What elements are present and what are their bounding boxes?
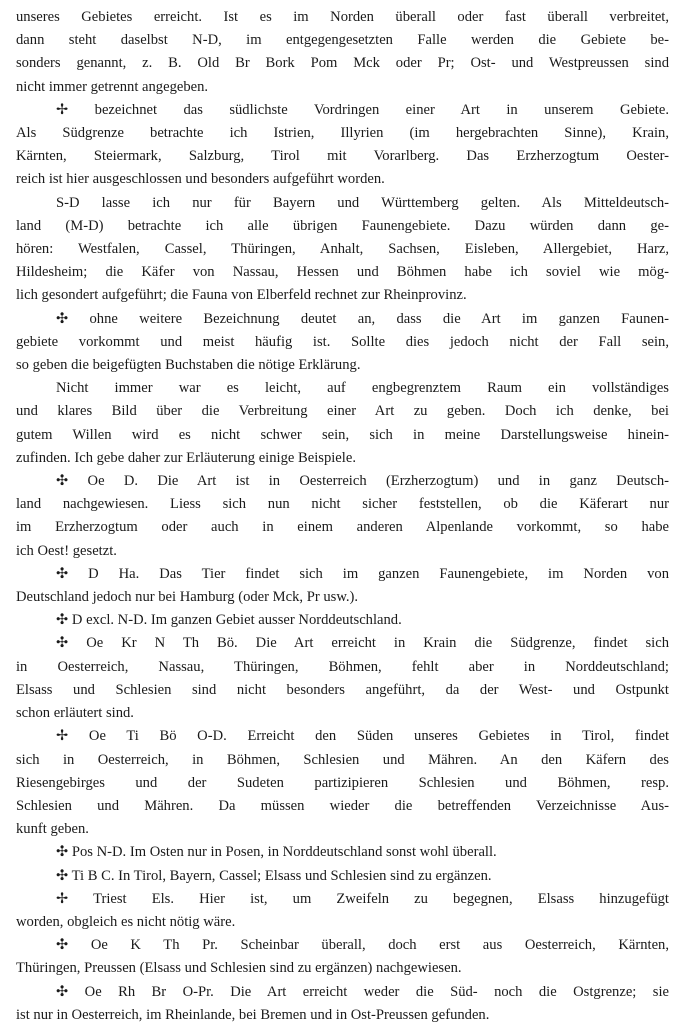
text-line: schon erläutert sind. <box>16 705 134 722</box>
paragraph <box>16 981 669 1027</box>
text-line: ✣ Oe Kr N Th Bö. Die Art erreicht in Krain die Südgrenze, findet sich <box>56 635 669 652</box>
paragraph <box>16 6 669 99</box>
text-line: ✣ D Ha. Das Tier findet sich im ganzen Faunengebiete, im Norden von <box>56 565 669 582</box>
text-line: worden, obgleich es nicht nötig wäre. <box>16 913 236 930</box>
text-line: ✣ Pos N-D. Im Osten nur in Posen, in Norddeutschland sonst wohl überall. <box>56 844 497 861</box>
text-line: Thüringen, Preussen (Elsass und Schlesien sind zu ergänzen) nachgewiesen. <box>16 960 462 977</box>
paragraph <box>16 192 669 308</box>
paragraph <box>16 609 669 632</box>
text-line: zufinden. Ich gebe daher zur Erläuterung einige Beispiele. <box>16 449 356 466</box>
paragraph <box>16 632 669 725</box>
text-line: ✣ Oe Rh Br O-Pr. Die Art erreicht weder die Süd- noch die Ostgrenze; sie <box>56 983 669 1000</box>
text-line: gutem Willen wird es nicht schwer sein, sich in meine Darstellungsweise hinein- <box>16 426 669 443</box>
paragraph <box>16 308 669 378</box>
text-line: gebiete vorkommt und meist häufig ist. Sollte dies jedoch nicht der Fall sein, <box>16 333 669 350</box>
text-line: dann steht daselbst N-D, im entgegengesetzten Falle werden die Gebiete be- <box>16 32 669 49</box>
text-line: land (M-D) betrachte ich alle übrigen Faunengebiete. Dazu würden dann ge- <box>16 217 669 234</box>
text-line: sich in Oesterreich, in Böhmen, Schlesien und Mähren. An den Käfern des <box>16 751 669 768</box>
text-line: hören: Westfalen, Cassel, Thüringen, Anhalt, Sachsen, Eisleben, Allergebiet, Harz, <box>16 241 669 258</box>
text-line: nicht immer getrennt angegeben. <box>16 78 209 95</box>
text-line: lich gesondert aufgeführt; die Fauna von Elberfeld rechnet zur Rheinprovinz. <box>16 287 467 304</box>
text-line: kunft geben. <box>16 821 89 838</box>
text-line: reich ist hier ausgeschlossen und besonders aufgeführt worden. <box>16 171 385 188</box>
text-line: Nicht immer war es leicht, auf engbegrenztem Raum ein vollständiges <box>56 380 669 397</box>
text-line: unseres Gebietes erreicht. Ist es im Norden überall oder fast überall verbreitet, <box>16 9 669 25</box>
text-line: und klares Bild über die Verbreitung einer Art zu geben. Doch ich denke, bei <box>16 403 669 420</box>
text-line: sonders genannt, z. B. Old Br Bork Pom Mck oder Pr; Ost- und Westpreussen sind <box>16 55 669 72</box>
text-line: Als Südgrenze betrachte ich Istrien, Illyrien (im hergebrachten Sinne), Krain, <box>16 125 669 142</box>
text-line: Riesengebirges und der Sudeten partizipieren Schlesien und Böhmen, resp. <box>16 774 669 791</box>
text-line: ich Oest! gesetzt. <box>16 542 117 559</box>
text-line: ✣ D excl. N-D. Im ganzen Gebiet ausser Norddeutschland. <box>56 612 402 629</box>
text-line: S-D lasse ich nur für Bayern und Württemberg gelten. Als Mitteldeutsch- <box>56 194 669 211</box>
text-line: ✣ Oe K Th Pr. Scheinbar überall, doch erst aus Oesterreich, Kärnten, <box>56 937 669 954</box>
text-line: ist nur in Oesterreich, im Rheinlande, bei Bremen und in Ost-Preussen gefunden. <box>16 1006 490 1023</box>
paragraph <box>16 470 669 563</box>
paragraph <box>16 888 669 934</box>
text-line: ✢ bezeichnet das südlichste Vordringen einer Art in unserem Gebiete. <box>56 101 669 118</box>
text-line: im Erzherzogtum oder auch in einem anderen Alpenlande vorkommt, so habe <box>16 519 669 536</box>
text-line: ✢ Oe Ti Bö O-D. Erreicht den Süden unseres Gebietes in Tirol, findet <box>56 728 669 745</box>
paragraph <box>16 865 669 888</box>
text-line: ✣ ohne weitere Bezeichnung deutet an, dass die Art im ganzen Faunen- <box>56 310 669 327</box>
text-line: in Oesterreich, Nassau, Thüringen, Böhmen, fehlt aber in Norddeutschland; <box>16 658 669 675</box>
paragraph <box>16 563 669 609</box>
text-line: Deutschland jedoch nur bei Hamburg (oder Mck, Pr usw.). <box>16 589 359 606</box>
text-line: Hildesheim; die Käfer von Nassau, Hessen und Böhmen habe ich soviel wie mög- <box>16 264 669 281</box>
text-line: ✢ Triest Els. Hier ist, um Zweifeln zu begegnen, Elsass hinzugefügt <box>56 890 669 907</box>
paragraph <box>16 725 669 841</box>
text-line: so geben die beigefügten Buchstaben die nötige Erklärung. <box>16 357 361 374</box>
text-line: Elsass und Schlesien sind nicht besonders angeführt, da der West- und Ostpunkt <box>16 681 669 698</box>
paragraph <box>16 99 669 192</box>
paragraph <box>16 841 669 864</box>
text-line: land nachgewiesen. Liess sich nun nicht sicher feststellen, ob die Käferart nur <box>16 496 669 513</box>
text-line: ✣ Oe D. Die Art ist in Oesterreich (Erzherzogtum) und in ganz Deutsch- <box>56 473 669 490</box>
text-line: ✣ Ti B C. In Tirol, Bayern, Cassel; Elsass und Schlesien sind zu ergänzen. <box>56 867 492 884</box>
paragraph <box>16 377 669 470</box>
paragraph <box>16 934 669 980</box>
text-line: Schlesien und Mähren. Da müssen wieder die betreffenden Verzeichnisse Aus- <box>16 797 669 814</box>
text-line: Kärnten, Steiermark, Salzburg, Tirol mit Vorarlberg. Das Erzherzogtum Oester- <box>16 148 669 165</box>
